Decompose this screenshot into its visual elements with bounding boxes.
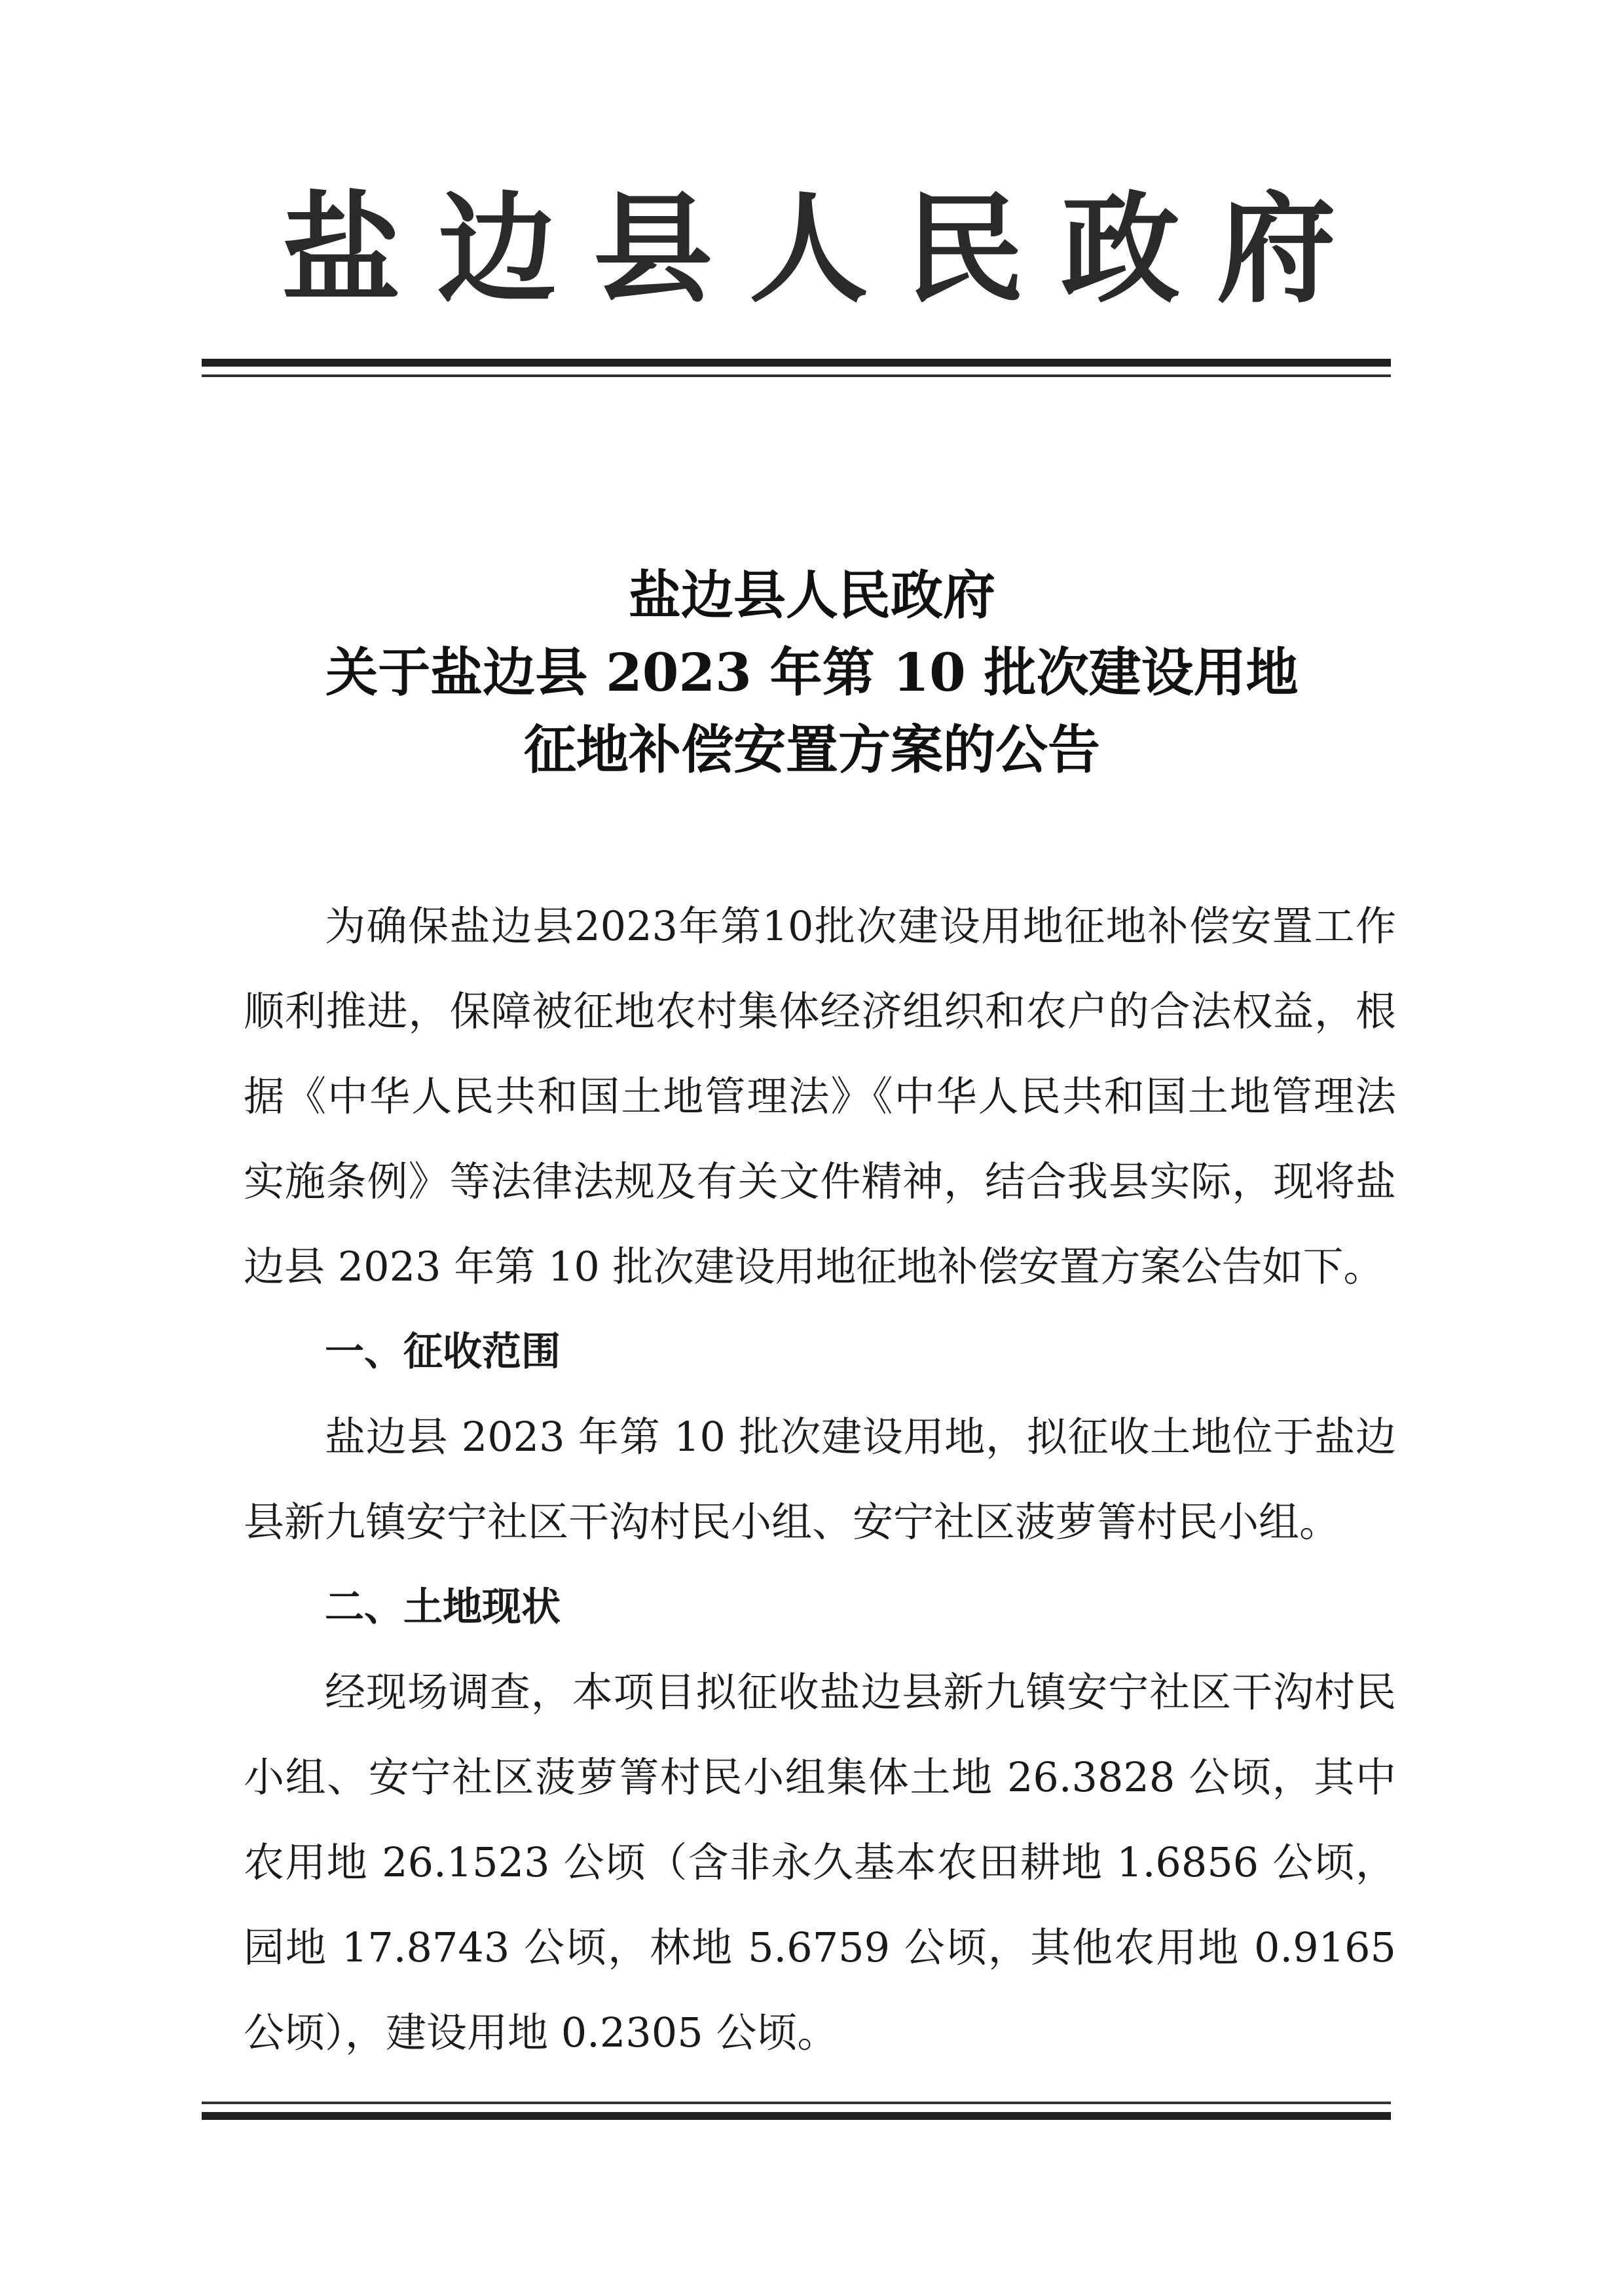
header-rule-thin — [202, 374, 1391, 377]
section-land-status-paragraph: 经现场调查，本项目拟征收盐边县新九镇安宁社区干沟村民小组、安宁社区菠萝箐村民小组集体土地 26.3828 公顷，其中农用地 26.1523 公顷（含非永久基本农田耕地 1.6856 公顷，园地 17.8743 公顷，林地 5.6759 公顷，其他农用地 0.9165 公顷），建设用地 0.2305 公顷。 — [244, 1668, 1396, 2056]
intro-paragraph: 为确保盐边县2023年第10批次建设用地征地补偿安置工作顺利推进，保障被征地农村集体经济组织和农户的合法权益，根据《中华人民共和国土地管理法》《中华人民共和国土地管理法实施条例》等法律法规及有关文件精神，结合我县实际，现将盐边县 2023 年第 10 批次建设用地征地补偿安置方案公告如下。 — [244, 902, 1396, 1290]
header-rule-thick — [202, 359, 1391, 367]
issuer-masthead: 盐边县人民政府 — [282, 179, 1373, 319]
document-header — [0, 177, 1624, 321]
document-body — [244, 884, 1396, 2075]
footer-rule-thin — [202, 2102, 1391, 2104]
footer-rule-thick — [202, 2112, 1391, 2120]
title-line-2: 关于盐边县 2023 年第 10 批次建设用地 — [325, 642, 1299, 703]
section-scope-paragraph: 盐边县 2023 年第 10 批次建设用地，拟征收土地位于盐边县新九镇安宁社区干沟村民小组、安宁社区菠萝箐村民小组。 — [244, 1413, 1396, 1546]
title-line-3: 征地补偿安置方案的公告 — [524, 719, 1100, 780]
section-heading-scope: 一、征收范围 — [325, 1329, 561, 1375]
title-line-1: 盐边县人民政府 — [629, 564, 995, 626]
document-title — [0, 556, 1624, 788]
section-heading-land-status: 二、土地现状 — [325, 1584, 561, 1630]
